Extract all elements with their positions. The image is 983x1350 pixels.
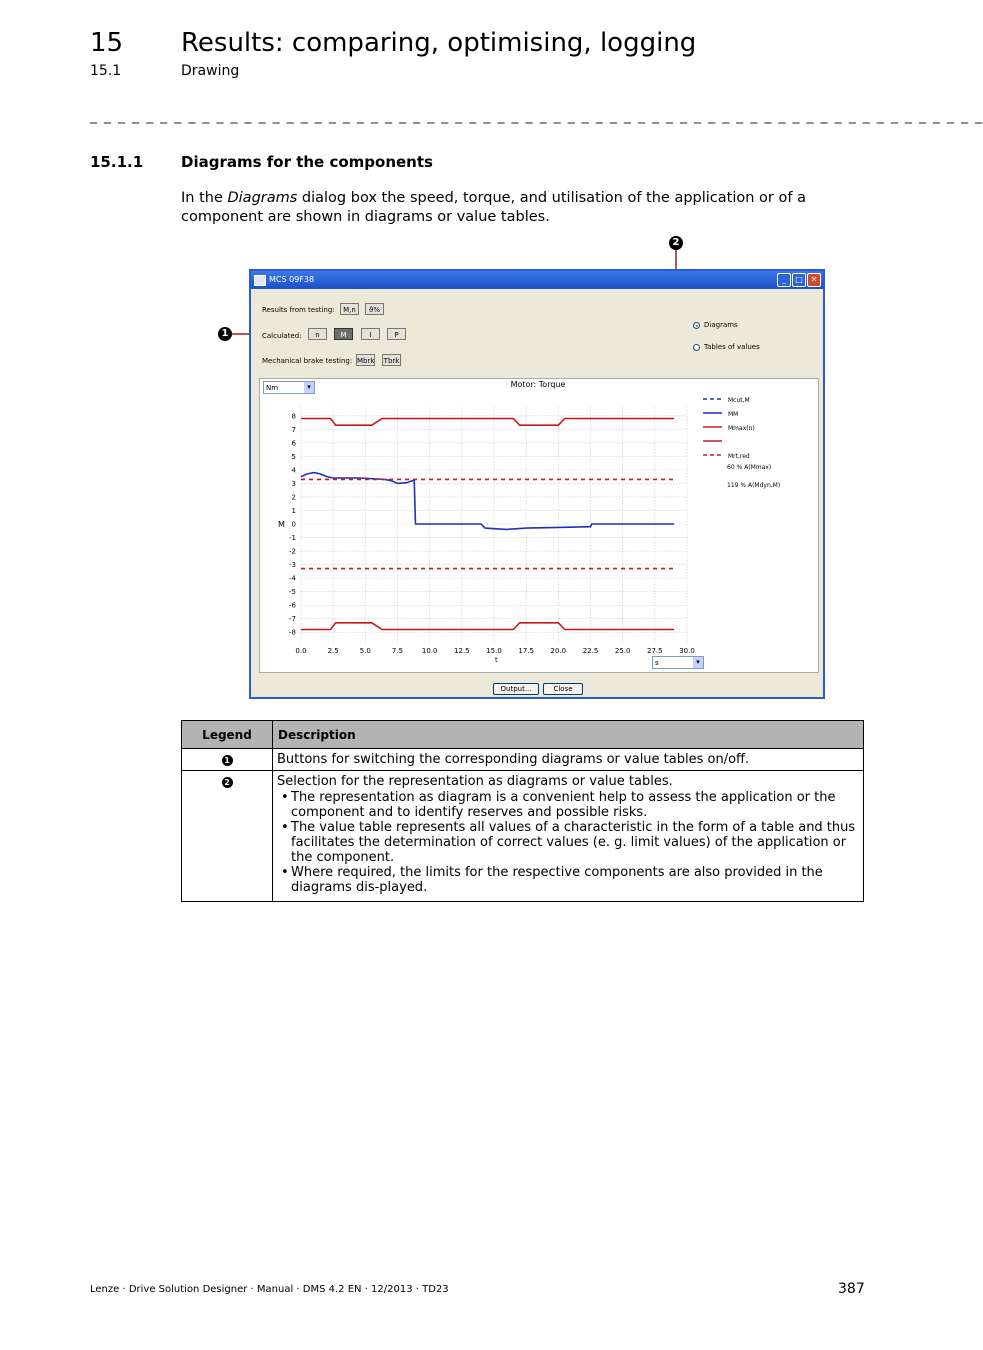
- y-tick-label: 8: [291, 412, 296, 421]
- radio-diagrams-label[interactable]: Diagrams: [704, 321, 738, 329]
- window-title: MCS 09F38: [269, 275, 315, 284]
- chart-legend: [703, 397, 755, 460]
- legend-table: [181, 720, 864, 902]
- legend-desc-2: [273, 771, 864, 902]
- chapter-title: Results: comparing, optimising, logging: [181, 28, 697, 58]
- legend-header-row: [182, 721, 864, 749]
- x-axis-label: t: [495, 656, 498, 664]
- y-tick-label: -2: [289, 547, 296, 556]
- y-axis-label: M: [278, 520, 285, 529]
- x-tick-label: 20.0: [550, 647, 567, 655]
- x-tick-label: 15.0: [486, 647, 502, 655]
- x-tick-label: 30.0: [679, 647, 695, 655]
- app-icon: [254, 275, 266, 286]
- description-header: Description: [273, 721, 864, 749]
- legend-label: Mrt,red: [728, 453, 750, 460]
- minimize-button[interactable]: _: [777, 273, 791, 287]
- legend-desc-1: Buttons for switching the corresponding diagrams or value tables on/off.: [273, 749, 864, 771]
- series-line-3: [301, 623, 674, 630]
- y-tick-label: 7: [291, 425, 296, 434]
- chart-grid: [301, 407, 687, 643]
- y-tick-label: -4: [289, 574, 296, 583]
- x-tick-label: 5.0: [359, 647, 371, 655]
- y-tick-label: 1: [291, 506, 296, 515]
- toggle-calc-n[interactable]: n: [308, 328, 327, 340]
- y-tick-label: 3: [291, 479, 296, 488]
- intro-emphasis: Diagrams: [227, 190, 298, 206]
- footer-text: Lenze · Drive Solution Designer · Manual · DMS 4.2 EN · 12/2013 · TD23: [90, 1284, 449, 1295]
- plot-area: [259, 378, 819, 673]
- legend-label: MM: [728, 411, 739, 418]
- calculated-label: Calculated:: [262, 332, 302, 340]
- subsection-title: Diagrams for the components: [181, 153, 433, 171]
- x-tick-label: 7.5: [391, 647, 404, 655]
- time-unit-select[interactable]: s ▾: [652, 656, 704, 669]
- section-number: 15.1: [90, 63, 122, 79]
- toggle-results-mn[interactable]: M,n: [340, 303, 359, 315]
- radio-tables-label[interactable]: Tables of values: [704, 343, 760, 351]
- annotation-119: 119 % A(Mdyn,M): [727, 482, 781, 489]
- x-tick-label: 25.0: [614, 647, 631, 655]
- toggle-mbrk[interactable]: Mbrk: [356, 354, 375, 366]
- section-title: Drawing: [181, 63, 240, 79]
- unit-select[interactable]: Nm ▾: [263, 381, 315, 394]
- close-window-button[interactable]: ✕: [807, 273, 821, 287]
- x-tick-label: 17.5: [518, 647, 534, 655]
- y-tick-label: 5: [291, 452, 296, 461]
- radio-diagrams[interactable]: [693, 322, 700, 329]
- legend-header: Legend: [182, 721, 273, 749]
- toggle-calc-i[interactable]: I: [361, 328, 380, 340]
- y-tick-label: -5: [289, 588, 296, 597]
- output-button[interactable]: Output...: [493, 683, 539, 695]
- chevron-down-icon: ▾: [693, 657, 703, 668]
- table-row: [182, 749, 864, 771]
- chapter-number: 15: [90, 28, 124, 58]
- subsection-number: 15.1.1: [90, 153, 144, 171]
- y-tick-label: 4: [291, 466, 296, 475]
- x-tick-label: 2.5: [327, 647, 339, 655]
- toggle-calc-m[interactable]: M: [334, 328, 353, 340]
- close-button[interactable]: Close: [543, 683, 583, 695]
- legend-key-1: 1: [182, 749, 273, 771]
- x-tick-label: 12.5: [454, 647, 470, 655]
- x-tick-label: 10.0: [421, 647, 438, 655]
- x-tick-label: 0.0: [295, 647, 307, 655]
- maximize-button[interactable]: □: [792, 273, 806, 287]
- y-tick-label: -8: [289, 628, 296, 637]
- legend-key-2: 2: [182, 771, 273, 902]
- y-tick-label: -3: [289, 561, 296, 570]
- chevron-down-icon: ▾: [304, 382, 314, 393]
- y-tick-labels: [289, 412, 297, 636]
- y-tick-label: -1: [289, 534, 296, 543]
- x-tick-labels: [295, 647, 694, 655]
- x-tick-label: 27.5: [647, 647, 663, 655]
- y-tick-label: -6: [289, 601, 296, 610]
- torque-chart: [260, 379, 818, 672]
- toggle-tbrk[interactable]: Tbrk: [382, 354, 401, 366]
- list-item: • The representation as diagram is a convenient help to assess the application or the component and to identify reserves and possible risks.: [291, 790, 859, 820]
- window-titlebar[interactable]: [251, 271, 823, 289]
- page-number: 387: [838, 1281, 865, 1297]
- series-line-1: [301, 473, 674, 530]
- annotation-60: 60 % A(Mmax): [727, 464, 772, 471]
- legend-label: Mcut,M: [728, 397, 750, 404]
- bullet-list: [277, 790, 859, 895]
- callout-2: 2: [669, 236, 683, 250]
- header-separator: _ _ _ _ _ _ _ _ _ _ _ _ _ _ _ _ _ _ _ _ _ _ _ _ _ _ _ _ _ _ _ _ _ _ _ _ _ _ _ _ _ _ _ _ _ _ _ _ _ _ _ _ _ _ _ _ _ _ _ _ _ _ _ _: [90, 108, 983, 124]
- y-tick-label: -7: [289, 615, 296, 624]
- intro-paragraph: In the Diagrams dialog box the speed, torque, and utilisation of the application or of a component are shown in diagrams or value tables.: [181, 190, 806, 225]
- mech-brake-label: Mechanical brake testing:: [262, 357, 353, 365]
- toggle-calc-p[interactable]: P: [387, 328, 406, 340]
- legend-label: Mmax(n): [728, 425, 755, 432]
- y-tick-label: 2: [291, 493, 296, 502]
- x-tick-label: 22.5: [582, 647, 599, 655]
- chart-title: Motor: Torque: [510, 380, 566, 389]
- y-tick-label: 6: [291, 439, 296, 448]
- list-item: • The value table represents all values of a characteristic in the form of a table and thus facilitates the determination of correct values (e. g. limit values) of the application or the component.: [291, 820, 859, 865]
- toggle-results-theta[interactable]: ϑ%: [365, 303, 384, 315]
- series-line-2: [301, 419, 674, 426]
- list-item: • Where required, the limits for the respective components are also provided in the diagrams dis-played.: [291, 865, 859, 895]
- callout-1: 1: [218, 327, 232, 341]
- legend-desc-2-text: Selection for the representation as diagrams or value tables.: [277, 774, 673, 789]
- y-tick-label: 0: [291, 520, 296, 529]
- table-row: [182, 771, 864, 902]
- radio-tables[interactable]: [693, 344, 700, 351]
- diagram-window: [249, 269, 825, 699]
- results-label: Results from testing:: [262, 306, 335, 314]
